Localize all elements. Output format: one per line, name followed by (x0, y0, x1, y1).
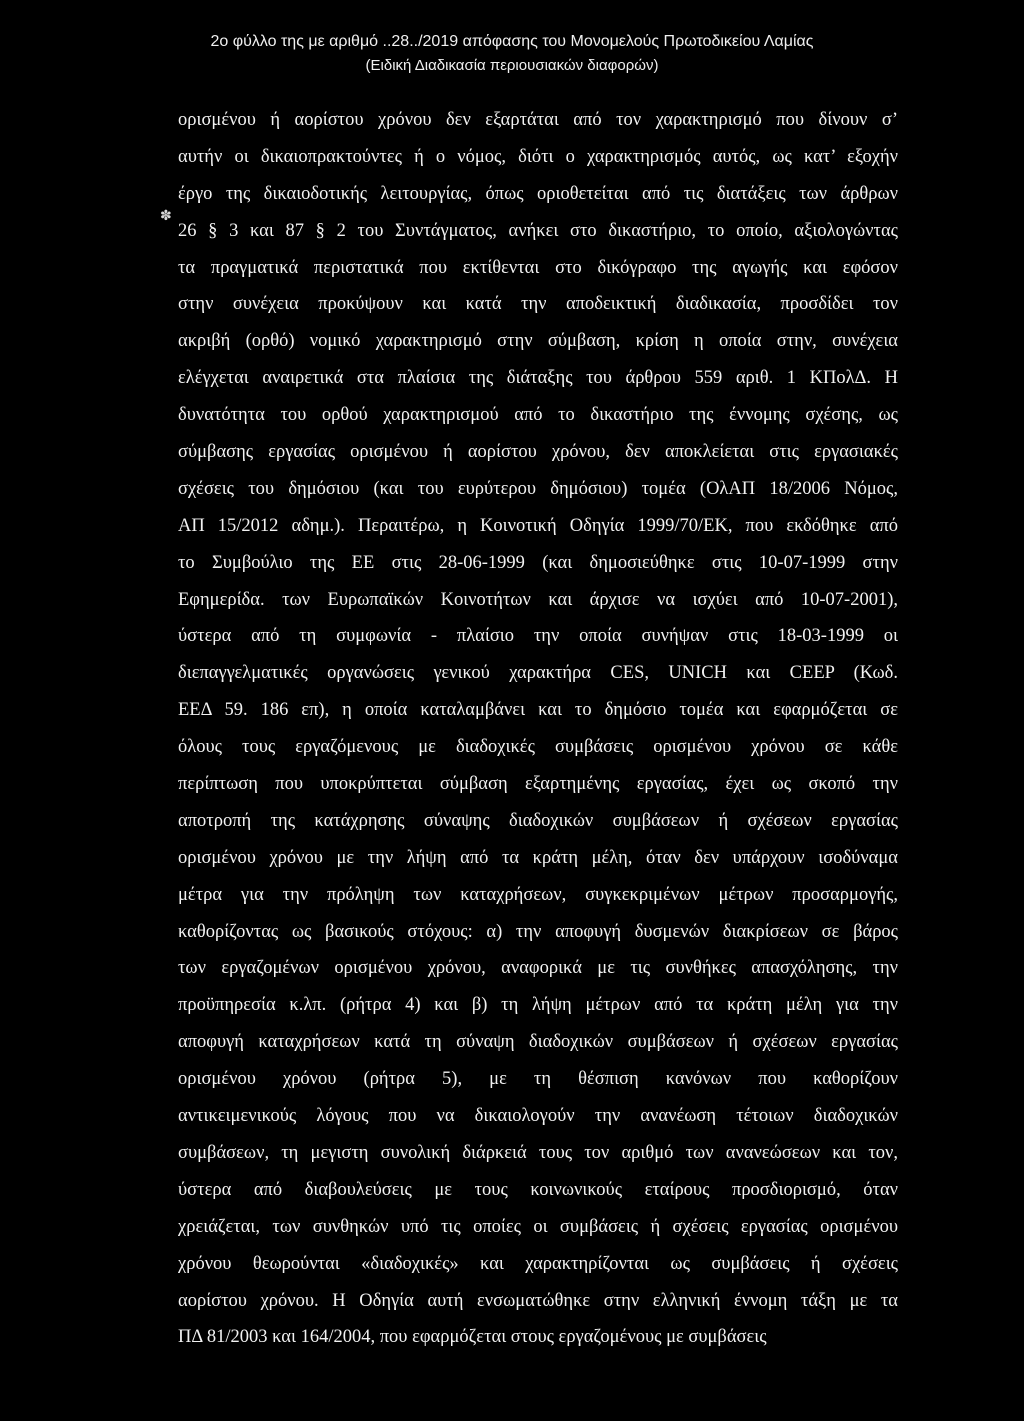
body-text-line: ορισμένου ή αορίστου χρόνου δεν εξαρτάται από τον χαρακτηρισμό που δίνουν σ’ (178, 110, 898, 130)
body-text-line: αποτροπή της κατάχρησης σύναψης διαδοχικών συμβάσεων ή σχέσεων εργασίας (178, 810, 898, 831)
body-text-line: ελέγχεται αναιρετικά στα πλαίσια της διάταξης του άρθρου 559 αριθ. 1 ΚΠολΔ. Η (178, 368, 898, 389)
body-text-line: χρειάζεται, των συνθηκών υπό τις οποίες οι συμβάσεις ή σχέσεις εργασίας ορισμένου (178, 1216, 898, 1237)
body-text-line: αυτήν οι δικαιοπρακτούντες ή ο νόμος, διότι ο χαρακτηρισμός αυτός, ως κατ’ εξοχήν (178, 146, 898, 167)
body-text-line: ορισμένου χρόνου με την λήψη από τα κράτη μέλη, όταν δεν υπάρχουν ισοδύναμα (178, 847, 898, 868)
body-text-line: στην συνέχεια προκύψουν και κατά την αποδεικτική διαδικασία, προσδίδει τον (178, 294, 898, 315)
body-text-line: συμβάσεων, τη μεγιστη συνολική διάρκειά τους τον αριθμό των ανανεώσεων και τον, (178, 1142, 898, 1163)
body-text-line: μέτρα για την πρόληψη των καταχρήσεων, συγκεκριμένων μέτρων προσαρμογής, (178, 884, 898, 905)
body-text-line: ΑΠ 15/2012 αδημ.). Περαιτέρω, η Κοινοτική Οδηγία 1999/70/ΕΚ, που εκδόθηκε από (178, 515, 898, 536)
body-text-line: αποφυγή καταχρήσεων κατά τη σύναψη διαδοχικών συμβάσεων ή σχέσεων εργασίας (178, 1032, 898, 1053)
body-text-line: όλους τους εργαζόμενους με διαδοχικές συμβάσεις ορισμένου χρόνου σε κάθε (178, 737, 898, 758)
body-text-line: ύστερα από τη συμφωνία - πλαίσιο την οποία συνήψαν στις 18-03-1999 οι (178, 626, 898, 647)
body-text-line: το Συμβούλιο της ΕΕ στις 28-06-1999 (και δημοσιεύθηκε στις 10-07-1999 στην (178, 552, 898, 573)
body-text-line: 26 § 3 και 87 § 2 του Συντάγματος, ανήκει στο δικαστήριο, το οποίο, αξιολογώντας (178, 220, 898, 241)
body-text-line: καθορίζοντας ως βασικούς στόχους: α) την αποφυγή δυσμενών διακρίσεων σε βάρος (178, 921, 898, 942)
margin-mark-icon: ✽ (160, 208, 172, 224)
body-text-line: ακριβή (ορθό) νομικό χαρακτηρισμό στην σύμβαση, κρίση η οποία στην, συνέχεια (178, 331, 898, 352)
body-text-line: ορισμένου χρόνου (ρήτρα 5), με τη θέσπιση κανόνων που καθορίζουν (178, 1069, 898, 1090)
body-text-line: περίπτωση που υποκρύπτεται σύμβαση εξαρτημένης εργασίας, έχει ως σκοπό την (178, 774, 898, 795)
header-procedure-type: (Ειδική Διαδικασία περιουσιακών διαφορών) (365, 57, 659, 74)
body-text-line: αντικειμενικούς λόγους που να δικαιολογούν την ανανέωση τέτοιων διαδοχικών (178, 1106, 898, 1127)
body-text-line: Εφημερίδα. των Ευρωπαϊκών Κοινοτήτων και άρχισε να ισχύει από 10-07-2001), (178, 589, 898, 610)
body-text-line: ύστερα από διαβουλεύσεις με τους κοινωνικούς εταίρους προσδιορισμό, όταν (178, 1179, 898, 1200)
body-text-line: ΠΔ 81/2003 και 164/2004, που εφαρμόζεται στους εργαζομένους με συμβάσεις (178, 1327, 767, 1348)
body-text-line: χρόνου θεωρούνται «διαδοχικές» και χαρακτηρίζονται ως συμβάσεις ή σχέσεις (178, 1253, 898, 1274)
body-text-line: των εργαζομένων ορισμένου χρόνου, αναφορικά με τις συνθήκες απασχόλησης, την (178, 958, 898, 979)
body-text-line: διεπαγγελματικές οργανώσεις γενικού χαρακτήρα CES, UNICH και CEEP (Κωδ. (178, 663, 898, 684)
body-text-line: σύμβασης εργασίας ορισμένου ή αορίστου χρόνου, δεν αποκλείεται στις εργασιακές (178, 442, 898, 463)
body-text-line: δυνατότητα του ορθού χαρακτηρισμού από το δικαστήριο της έννομης σχέσης, ως (178, 405, 898, 426)
body-text-line: έργο της δικαιοδοτικής λειτουργίας, όπως οριοθετείται από τις διατάξεις των άρθρων (178, 183, 898, 204)
document-body (178, 102, 898, 1356)
body-text-line: προϋπηρεσία κ.λπ. (ρήτρα 4) και β) τη λήψη μέτρων από τα κράτη μέλη για την (178, 995, 898, 1016)
body-text-line: τα πραγματικά περιστατικά που εκτίθενται στο δικόγραφο της αγωγής και εφόσον (178, 257, 898, 278)
header-decision-reference: 2ο φύλλο της με αριθμό ..28../2019 απόφασης του Μονομελούς Πρωτοδικείου Λαμίας (210, 33, 814, 50)
page-header (0, 30, 1024, 78)
body-text-line: σχέσεις του δημόσιου (και του ευρύτερου δημόσιου) τομέα (ΟλΑΠ 18/2006 Νόμος, (178, 478, 898, 499)
body-text-line: αορίστου χρόνου. Η Οδηγία αυτή ενσωματώθηκε στην ελληνική έννομη τάξη με τα (178, 1290, 898, 1311)
body-text-line: ΕΕΔ 59. 186 επ), η οποία καταλαμβάνει και το δημόσιο τομέα και εφαρμόζεται σε (178, 700, 898, 721)
